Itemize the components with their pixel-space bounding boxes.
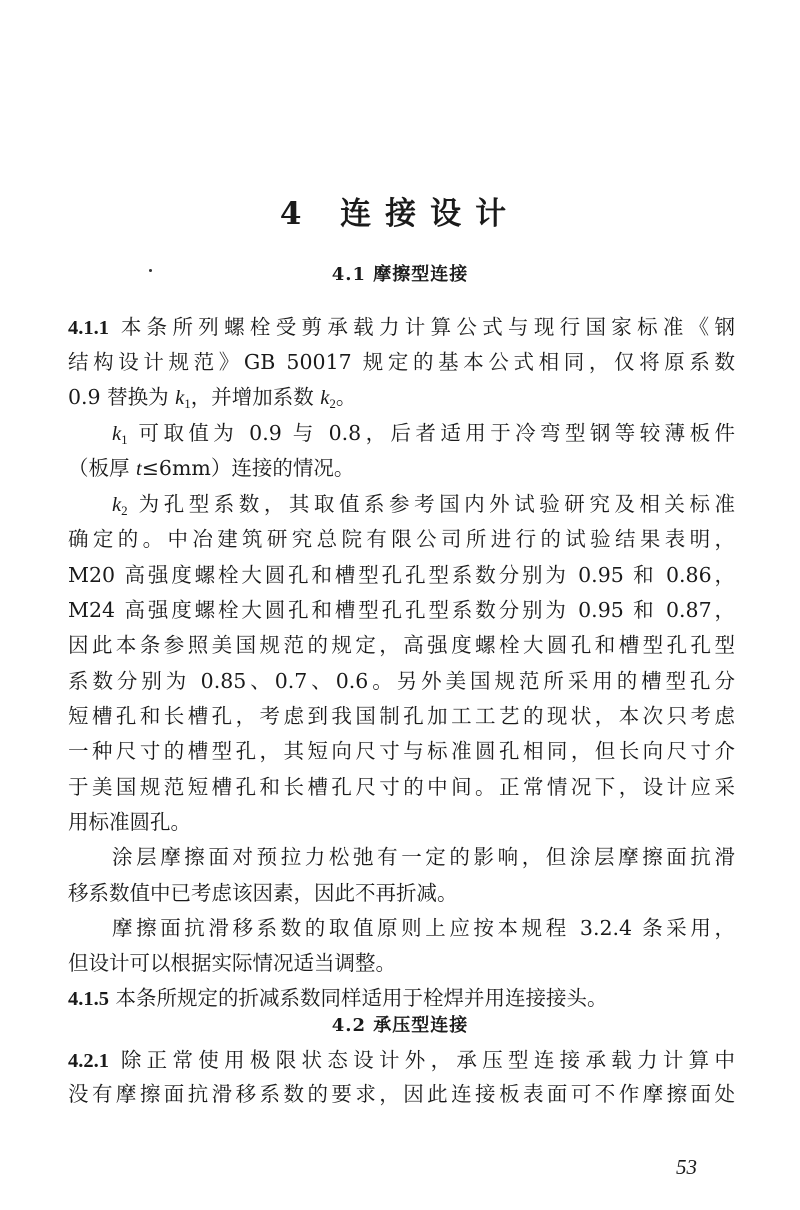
- text-segment: 确定的。中冶建筑研究总院有限公司所进行的试验结果表明，: [68, 527, 735, 551]
- section-heading-4-2: 4.2 承压型连接: [331, 1015, 469, 1036]
- text-line: [68, 949, 735, 977]
- text-segment: 因此本条参照美国规范的规定，高强度螺栓大圆孔和槽型孔孔型: [68, 633, 735, 657]
- text-line: [68, 525, 735, 553]
- text-segment: 结构设计规范》GB 50017 规定的基本公式相同，仅将原系数: [68, 350, 735, 374]
- text-line: [68, 631, 735, 659]
- text-line: [68, 383, 735, 418]
- text-segment: M24 高强度螺栓大圆孔和槽型孔孔型系数分别为 0.95 和 0.87，: [68, 598, 735, 622]
- text-segment: 2: [329, 396, 336, 411]
- text-line: [68, 667, 735, 695]
- text-line: [68, 1046, 735, 1074]
- text-segment: 用标准圆孔。: [68, 810, 191, 834]
- page-number: 53: [676, 1155, 697, 1179]
- text-segment: 于美国规范短槽孔和长槽孔尺寸的中间。正常情况下，设计应采: [68, 775, 735, 799]
- chapter-title: 4 连接设计: [279, 196, 521, 232]
- text-line: [68, 561, 735, 589]
- text-segment: ，并增加系数: [190, 385, 321, 409]
- text-line: [68, 454, 735, 483]
- text-line: [68, 773, 735, 801]
- text-segment: 1: [121, 432, 128, 447]
- text-line: [112, 914, 735, 942]
- text-segment: 没有摩擦面抗滑移系数的要求，因此连接板表面可不作摩擦面处: [68, 1082, 735, 1106]
- text-segment: 摩擦面抗滑移系数的取值原则上应按本规程 3.2.4 条采用，: [112, 916, 735, 940]
- text-segment: 。: [335, 385, 357, 409]
- text-segment: 1: [184, 396, 191, 411]
- text-segment: 涂层摩擦面对预拉力松弛有一定的影响，但涂层摩擦面抗滑: [112, 845, 735, 869]
- text-line: [68, 808, 735, 836]
- section-heading-4-1: 4.1 摩擦型连接: [331, 264, 469, 285]
- text-segment: t: [136, 458, 142, 480]
- text-segment: k: [320, 387, 330, 409]
- text-segment: M20 高强度螺栓大圆孔和槽型孔孔型系数分别为 0.95 和 0.86，: [68, 563, 735, 587]
- text-line: [68, 879, 735, 907]
- text-segment: 除正常使用极限状态设计外，承压型连接承载力计算中: [109, 1048, 735, 1072]
- text-segment: 可取值为 0.9 与 0.8，后者适用于冷弯型钢等较薄板件: [127, 421, 735, 445]
- text-line: [112, 843, 735, 871]
- text-line: [68, 348, 735, 376]
- text-segment: 系数分别为 0.85、0.7、0.6。另外美国规范所采用的槽型孔分: [68, 669, 735, 693]
- text-line: [68, 702, 735, 730]
- text-line: [68, 984, 735, 1013]
- clause-number: 4.2.1: [68, 1050, 109, 1072]
- text-segment: 为孔型系数，其取值系参考国内外试验研究及相关标准: [127, 492, 735, 516]
- text-segment: k: [112, 423, 122, 445]
- text-segment: 但设计可以根据实际情况适当调整。: [68, 951, 396, 975]
- text-segment: 一种尺寸的槽型孔，其短向尺寸与标准圆孔相同，但长向尺寸介: [68, 739, 735, 763]
- text-segment: 本条所规定的折减系数同样适用于栓焊并用连接接头。: [109, 986, 608, 1010]
- text-segment: k: [112, 494, 122, 516]
- text-line: [68, 596, 735, 624]
- text-line: [68, 1080, 735, 1108]
- text-segment: 短槽孔和长槽孔，考虑到我国制孔加工工艺的现状，本次只考虑: [68, 704, 735, 728]
- text-segment: ≤6mm）连接的情况。: [141, 456, 355, 480]
- text-line: [112, 419, 735, 447]
- text-segment: 0.9 替换为: [68, 385, 176, 409]
- clause-number: 4.1.5: [68, 988, 109, 1010]
- text-segment: （板厚: [68, 456, 137, 480]
- text-segment: 本条所列螺栓受剪承载力计算公式与现行国家标准《钢: [109, 315, 735, 339]
- text-segment: 移系数值中已考虑该因素，因此不再折减。: [68, 881, 458, 905]
- text-line: [68, 313, 735, 341]
- text-line: [112, 490, 735, 518]
- text-line: [68, 737, 735, 765]
- clause-number: 4.1.1: [68, 317, 109, 339]
- text-segment: 2: [121, 503, 128, 518]
- text-segment: k: [175, 387, 185, 409]
